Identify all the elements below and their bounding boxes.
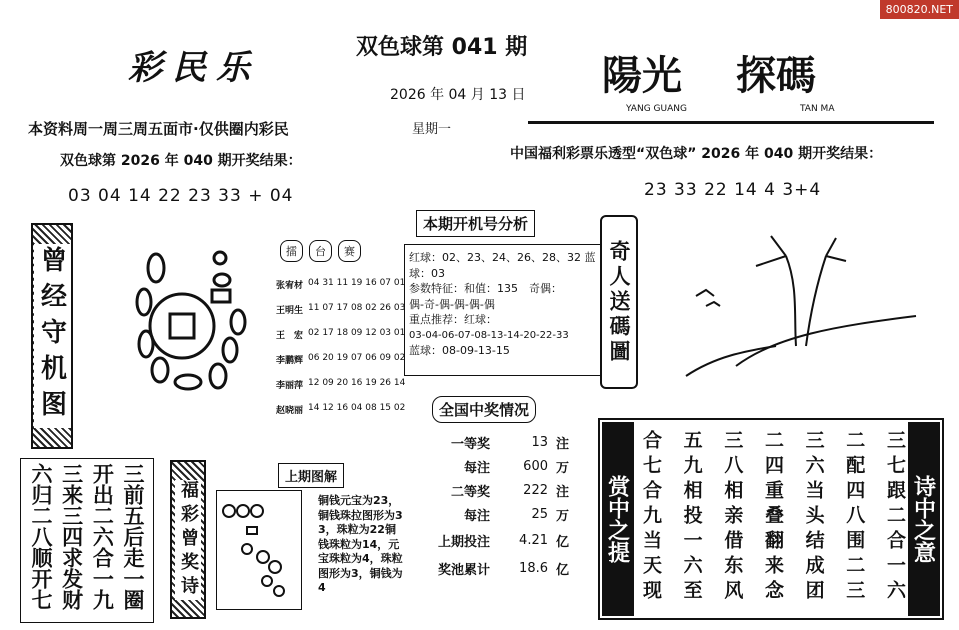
contest-numbers: 04 31 11 19 16 07 01 bbox=[308, 278, 406, 288]
weekday: 星期一 bbox=[412, 122, 452, 137]
contest-name: 赵晓丽 bbox=[276, 406, 304, 416]
contest-title-char: 赛 bbox=[338, 240, 361, 262]
prize-value: 600 bbox=[523, 458, 548, 474]
prize-unit: 万 bbox=[556, 460, 570, 476]
contest-row bbox=[276, 378, 406, 391]
analysis-box bbox=[404, 244, 601, 376]
contest-numbers: 12 09 20 16 19 26 14 bbox=[308, 378, 406, 388]
coin-bead-drawing bbox=[118, 240, 258, 400]
prize-row bbox=[422, 478, 582, 502]
poem-right-column: 三六当头结成团 bbox=[802, 430, 825, 605]
fucai-box bbox=[170, 460, 206, 619]
prize-unit: 亿 bbox=[556, 562, 570, 578]
logo-right-sub1: YANG GUANG bbox=[626, 104, 687, 114]
poem-right-column: 合七合九当天现 bbox=[640, 430, 662, 605]
contest-name: 王 宏 bbox=[276, 331, 304, 341]
prize-label: 二等奖 bbox=[450, 484, 490, 500]
analysis-line: 球：03 bbox=[409, 266, 445, 280]
poem-right-column: 二配四八围二三 bbox=[843, 430, 866, 605]
notice: 本资料周一周三周五面市·仅供圈内彩民 bbox=[28, 120, 289, 138]
prize-label: 每注 bbox=[463, 508, 490, 524]
prize-label: 上期投注 bbox=[437, 534, 490, 550]
watermark: 800820.NET bbox=[880, 0, 959, 19]
logo-right-sub2: TAN MA bbox=[800, 104, 835, 114]
analysis-line: 蓝球：08-09-13-15 bbox=[409, 344, 510, 357]
contest-numbers: 06 20 19 07 06 09 02 bbox=[308, 353, 406, 363]
poem-right-column: 三八相亲借东风 bbox=[721, 430, 744, 605]
prize-row bbox=[422, 554, 582, 582]
contest-row bbox=[276, 403, 406, 416]
contest-row bbox=[276, 328, 406, 341]
prize-row bbox=[422, 526, 582, 554]
poem-right-right-badge-box bbox=[908, 422, 940, 616]
prize-row bbox=[422, 454, 582, 478]
poem-left-column: 三前五后走一圈 bbox=[120, 463, 145, 610]
analysis-line: 03-04-06-07-08-13-14-20-22-33 bbox=[409, 329, 569, 341]
poem-right-columns bbox=[640, 430, 906, 612]
poem-right bbox=[598, 418, 944, 620]
poem-right-column: 二四重叠翻来念 bbox=[761, 430, 784, 605]
prize-value: 13 bbox=[531, 434, 548, 450]
fucai-vertical: 福彩曾奖诗 bbox=[175, 480, 201, 600]
header-rule bbox=[528, 121, 934, 124]
prize-value: 18.6 bbox=[519, 560, 548, 576]
left-vertical-title-box bbox=[31, 223, 73, 449]
contest-row bbox=[276, 303, 406, 316]
contest-name: 张宥材 bbox=[276, 281, 304, 291]
poem-left-column: 三来三四求发财 bbox=[59, 463, 84, 610]
analysis-title: 本期开机号分析 bbox=[416, 210, 535, 237]
contest-title bbox=[280, 240, 401, 262]
poem-right-left-badge: 赏中之提 bbox=[604, 475, 631, 563]
prize-unit: 亿 bbox=[556, 534, 570, 550]
logo-right-part2: 探碼 bbox=[735, 52, 816, 99]
tree-drawing bbox=[676, 226, 926, 396]
contest-numbers: 14 12 16 04 08 15 02 bbox=[308, 403, 406, 413]
left-vertical-title: 曾经守机图 bbox=[34, 244, 71, 428]
last-chart-title: 上期图解 bbox=[278, 463, 344, 488]
contest-row bbox=[276, 353, 406, 366]
logo-right bbox=[602, 44, 816, 101]
logo-right-part1: 陽光 bbox=[602, 52, 682, 99]
analysis-line: 参数特征：和值：135 奇偶： bbox=[409, 282, 562, 295]
qiren-box bbox=[600, 215, 638, 389]
qiren-vertical: 奇人送碼圖 bbox=[607, 239, 632, 365]
prize-label: 每注 bbox=[463, 460, 490, 476]
contest-numbers: 11 07 17 08 02 26 03 bbox=[308, 303, 406, 313]
contest-row bbox=[276, 278, 406, 291]
poem-left-column: 开出二六合一九 bbox=[90, 463, 115, 610]
prize-row bbox=[422, 430, 582, 454]
poem-left-column: 六归二八顺开七 bbox=[29, 463, 53, 610]
last-chart-text: 铜钱元宝为23，铜钱珠拉图形为33，珠粒为22铜钱珠粒为14，元宝珠粒为4，珠粒图形为3，铜钱为4 bbox=[318, 494, 403, 594]
contest-name: 李丽萍 bbox=[276, 381, 304, 391]
analysis-line: 红球：02、23、24、26、28、32 蓝 bbox=[409, 251, 596, 264]
contest-title-char: 台 bbox=[309, 240, 332, 262]
last-chart-image bbox=[216, 490, 302, 610]
analysis-line: 重点推荐：红球： bbox=[409, 313, 497, 326]
poem-right-column: 五九相投一六至 bbox=[680, 430, 703, 605]
prize-value: 25 bbox=[531, 506, 548, 522]
page-title: 双色球第 041 期 bbox=[356, 35, 528, 60]
right-result-numbers: 23 33 22 14 4 3+4 bbox=[644, 180, 822, 200]
prizes-table bbox=[422, 430, 582, 582]
prize-unit: 万 bbox=[556, 508, 570, 524]
poem-right-column: 三七跟二合一六 bbox=[883, 430, 906, 605]
prize-unit: 注 bbox=[556, 436, 570, 452]
prize-value: 4.21 bbox=[519, 532, 548, 548]
contest-board bbox=[276, 240, 406, 420]
poem-right-right-badge: 诗中之意 bbox=[910, 475, 937, 563]
prizes-title: 全国中奖情况 bbox=[432, 396, 536, 423]
poem-left bbox=[20, 458, 154, 623]
prize-row bbox=[422, 502, 582, 526]
prize-unit: 注 bbox=[556, 484, 570, 500]
last-chart-drawing bbox=[217, 491, 301, 609]
contest-title-char: 擂 bbox=[280, 240, 303, 262]
issue-date: 2026 年 04 月 13 日 bbox=[390, 87, 526, 103]
logo-left: 彩民乐 bbox=[128, 48, 260, 88]
prev-result-label: 双色球第 2026 年 040 期开奖结果： bbox=[60, 153, 302, 169]
prize-value: 222 bbox=[523, 482, 548, 498]
contest-name: 李鹏辉 bbox=[276, 356, 304, 366]
contest-numbers: 02 17 18 09 12 03 01 bbox=[308, 328, 406, 338]
prev-result-numbers: 03 04 14 22 23 33 + 04 bbox=[68, 186, 294, 206]
poem-right-left-badge-box bbox=[602, 422, 634, 616]
right-result-label: 中国福利彩票乐透型“双色球” 2026 年 040 期开奖结果： bbox=[510, 146, 883, 162]
analysis-line: 偶-奇-偶-偶-偶-偶 bbox=[409, 297, 495, 311]
prize-label: 一等奖 bbox=[450, 436, 490, 452]
prize-label: 奖池累计 bbox=[437, 562, 490, 578]
contest-name: 王明生 bbox=[276, 306, 304, 316]
